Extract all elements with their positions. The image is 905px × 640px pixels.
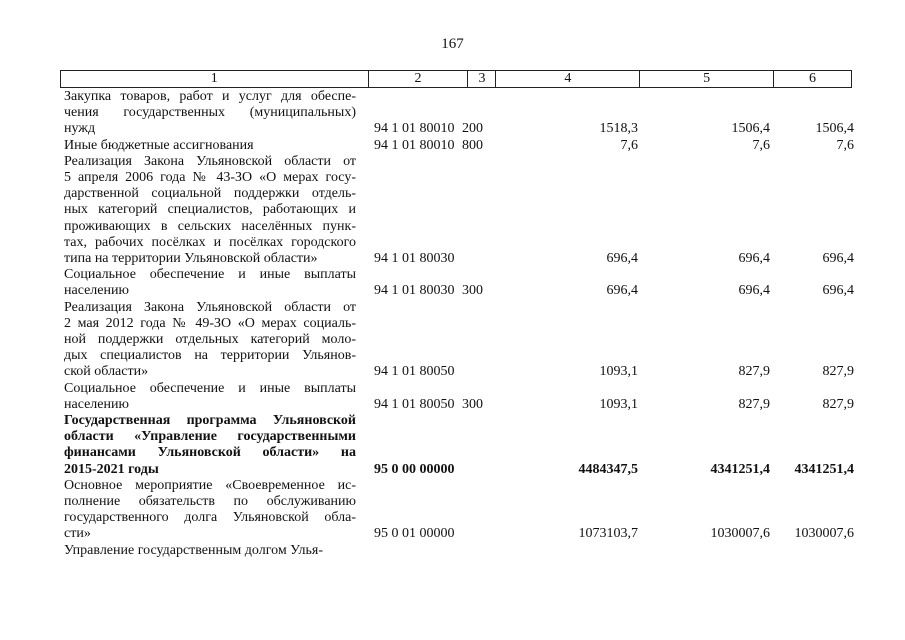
row-code: 94 1 01 80010	[374, 137, 455, 153]
header-col-3: 3	[468, 71, 496, 87]
row-code: 94 1 01 80030	[374, 251, 455, 267]
row-code: 95 0 00 00000	[374, 461, 455, 477]
row-name	[64, 478, 364, 543]
row-name-line: нужд	[64, 121, 96, 137]
row-name-line: сти»	[64, 526, 91, 542]
table-row	[64, 300, 854, 381]
row-name-line: ных категорий специалистов, работающих и	[64, 202, 356, 218]
table-row	[64, 154, 854, 267]
row-name-line: ской области»	[64, 364, 149, 380]
row-name-line: Закупка товаров, работ и услуг для обеспе-	[64, 89, 356, 104]
table-row	[64, 138, 854, 154]
header-col-1: 1	[61, 71, 369, 87]
row-name-line: Социальное обеспечение и иные выплаты	[64, 380, 356, 396]
header-col-5: 5	[640, 71, 774, 87]
row-value-6: 4341251,4	[794, 461, 854, 477]
table-row	[64, 89, 854, 138]
row-name-line: дых специалистов на территории Ульянов-	[64, 348, 356, 364]
row-name-line: Реализация Закона Ульяновской области от	[64, 153, 356, 169]
row-name-line: Основное мероприятие «Своевременное ис-	[64, 477, 356, 493]
table-body	[64, 89, 854, 559]
row-code: 95 0 01 00000	[374, 526, 455, 542]
row-name	[64, 381, 364, 413]
row-name-line: государственного долга Ульяновской обла-	[64, 510, 356, 526]
table-row	[64, 267, 854, 299]
row-vr: 300	[462, 396, 483, 412]
row-value-5: 696,4	[738, 251, 770, 267]
header-col-6: 6	[774, 71, 852, 87]
row-value-6: 1506,4	[815, 121, 854, 137]
row-value-5: 4341251,4	[710, 461, 770, 477]
row-value-6: 7,6	[836, 137, 854, 153]
row-vr: 800	[462, 137, 483, 153]
row-value-5: 7,6	[752, 137, 770, 153]
row-name	[64, 138, 364, 154]
row-value-5: 827,9	[738, 364, 770, 380]
row-value-4: 1518,3	[599, 121, 638, 137]
table-header	[60, 70, 852, 88]
row-name	[64, 300, 364, 381]
row-value-4: 7,6	[620, 137, 638, 153]
row-name	[64, 413, 364, 478]
header-col-4: 4	[496, 71, 640, 87]
table-row	[64, 543, 854, 559]
row-name-line: области «Управление государственными	[64, 429, 356, 445]
row-name-line: чения государственных (муниципальных)	[64, 105, 356, 121]
row-name-line: полнение обязательств по обслуживанию	[64, 494, 356, 510]
row-code: 94 1 01 80030	[374, 283, 455, 299]
row-name	[64, 543, 364, 559]
row-name-line: проживающих в сельских населённых пунк-	[64, 218, 356, 234]
row-vr: 300	[462, 283, 483, 299]
row-value-5: 696,4	[738, 283, 770, 299]
row-code: 94 1 01 80050	[374, 364, 455, 380]
row-value-4: 1093,1	[599, 396, 638, 412]
row-name-line: финансами Ульяновской области» на	[64, 445, 356, 461]
row-name-line: Социальное обеспечение и иные выплаты	[64, 267, 356, 283]
row-name-line: Управление государственным долгом Улья-	[64, 542, 323, 558]
page-number: 167	[441, 36, 464, 52]
row-value-4: 696,4	[606, 251, 638, 267]
row-value-4: 4484347,5	[578, 461, 638, 477]
row-name-line: дарственной социальной поддержки отдель-	[64, 186, 356, 202]
row-value-4: 696,4	[606, 283, 638, 299]
row-name-line: Иные бюджетные ассигнования	[64, 137, 254, 153]
row-value-6: 696,4	[822, 283, 854, 299]
row-value-4: 1093,1	[599, 364, 638, 380]
row-code: 94 1 01 80010	[374, 121, 455, 137]
row-name-line: 5 апреля 2006 года № 43-ЗО «О мерах госу-	[64, 170, 356, 186]
row-value-6: 827,9	[822, 396, 854, 412]
row-value-6: 827,9	[822, 364, 854, 380]
row-value-4: 1073103,7	[578, 526, 638, 542]
row-name	[64, 89, 364, 138]
row-name	[64, 267, 364, 299]
row-name-line: типа на территории Ульяновской области»	[64, 251, 318, 267]
row-name-line: Государственная программа Ульяновской	[64, 413, 356, 429]
row-name-line: населению	[64, 396, 129, 412]
header-col-2: 2	[369, 71, 469, 87]
row-name-line: тах, рабочих посёлках и посёлках городского	[64, 234, 356, 250]
row-value-5: 1030007,6	[710, 526, 770, 542]
row-name-line: 2015-2021 годы	[64, 461, 159, 477]
row-value-6: 696,4	[822, 251, 854, 267]
row-name-line: Реализация Закона Ульяновской области от	[64, 299, 356, 315]
table-row	[64, 381, 854, 413]
row-name-line: ной поддержки отдельных категорий моло-	[64, 332, 356, 348]
row-name-line: 2 мая 2012 года № 49-ЗО «О мерах социаль-	[64, 315, 356, 331]
row-value-6: 1030007,6	[794, 526, 854, 542]
row-value-5: 1506,4	[731, 121, 770, 137]
row-value-5: 827,9	[738, 396, 770, 412]
row-name	[64, 154, 364, 267]
row-code: 94 1 01 80050	[374, 396, 455, 412]
table-row	[64, 413, 854, 478]
table-row	[64, 478, 854, 543]
row-name-line: населению	[64, 283, 129, 299]
row-vr: 200	[462, 121, 483, 137]
